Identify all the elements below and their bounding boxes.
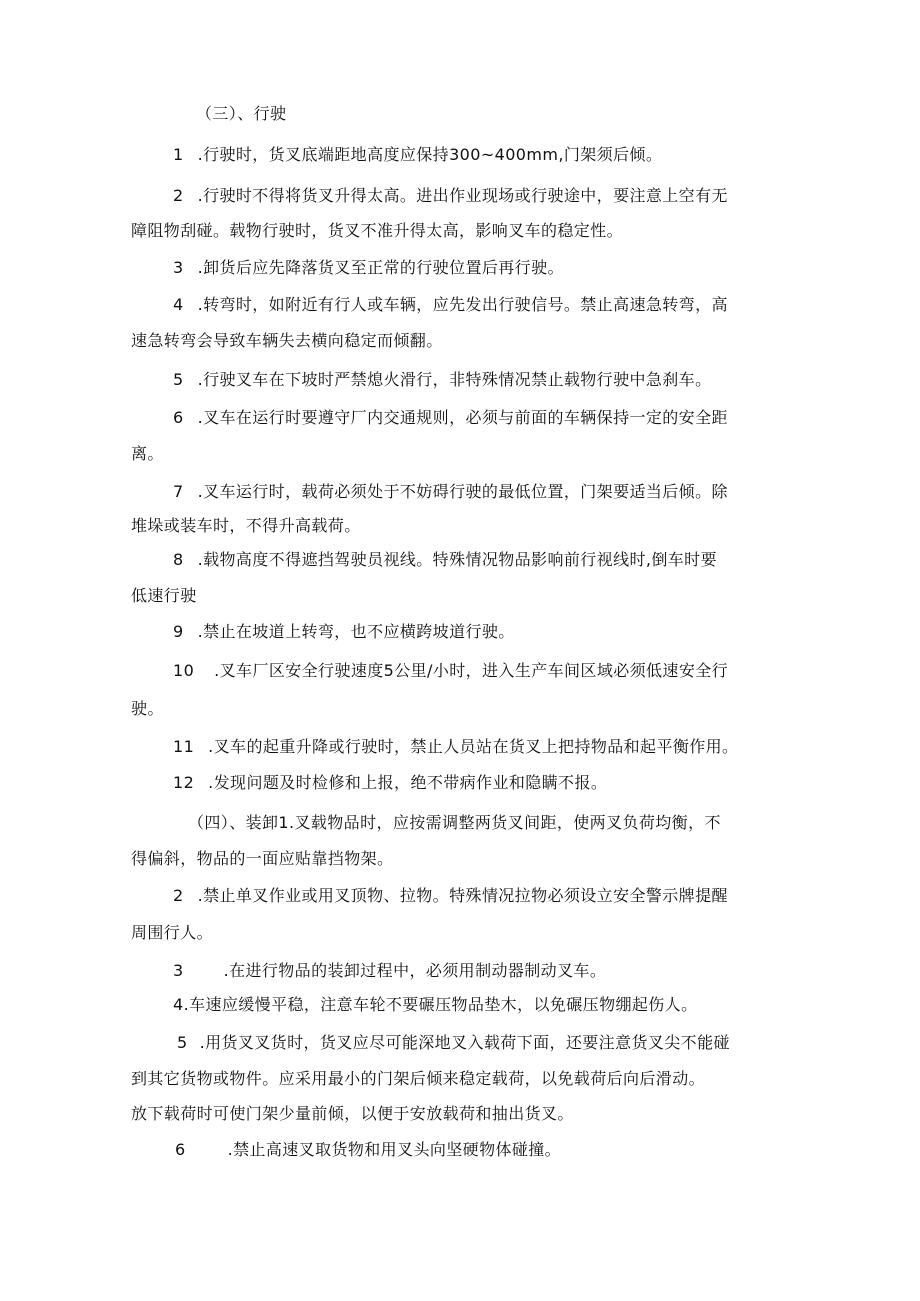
item-text-continuation: 驶。 [131, 699, 164, 718]
item-number: 8 [173, 550, 184, 569]
item-number: 7 [173, 482, 184, 501]
item-number: 6 [173, 408, 184, 427]
item-text-continuation: 堆垛或装车时，不得升高载荷。 [131, 516, 361, 535]
list-item-4-6 [175, 1139, 561, 1161]
item-text-continuation: 放下载荷时可使门架少量前倾，以便于安放载荷和抽出货叉。 [131, 1104, 574, 1123]
item-text: .禁止在坡道上转弯，也不应横跨坡道行驶。 [197, 622, 515, 641]
item-number: 2 [173, 886, 184, 905]
item-number: 4 [173, 995, 184, 1014]
item-text: .禁止高速叉取货物和用叉头向坚硬物体碰撞。 [227, 1140, 562, 1159]
list-item-3-2 [173, 185, 728, 207]
item-number: 3 [173, 961, 184, 980]
item-text: .行驶时，货叉底端距地高度应保持300~400mm,门架须后倾。 [197, 145, 663, 164]
item-text: .行驶时不得将货叉升得太高。进出作业现场或行驶途中，要注意上空有无 [197, 186, 728, 205]
item-text-continuation: 离。 [131, 444, 164, 463]
item-text-continuation: 障阻物刮碰。载物行驶时，货叉不准升得太高，影响叉车的稳定性。 [131, 221, 624, 240]
item-text: .禁止单叉作业或用叉顶物、拉物。特殊情况拉物必须设立安全警示牌提醒 [197, 886, 728, 905]
list-item-3-4 [173, 294, 728, 316]
item-text: .发现问题及时检修和上报，绝不带病作业和隐瞒不报。 [208, 773, 608, 792]
item-number: 11 [173, 737, 195, 756]
item-number: 2 [173, 186, 184, 205]
item-text: .叉车厂区安全行驶速度5公里/小时，进入生产车间区域必须低速安全行 [214, 661, 729, 680]
list-item-4-3 [173, 960, 606, 982]
list-item-3-1 [173, 144, 662, 166]
item-number: 4 [173, 295, 184, 314]
list-item-3-7 [173, 481, 728, 503]
item-text-continuation: 速急转弯会导致车辆失去横向稳定而倾翻。 [131, 331, 443, 350]
item-number: 12 [173, 773, 195, 792]
list-item-3-5 [173, 369, 711, 391]
section-heading-driving: （三）、行驶 [196, 104, 287, 123]
list-item-3-3 [173, 257, 564, 279]
item-text: .用货叉叉货时，货叉应尽可能深地叉入载荷下面，还要注意货叉尖不能碰 [199, 1033, 730, 1052]
list-item-3-9 [173, 621, 515, 643]
item-text-continuation: 周围行人。 [131, 923, 214, 942]
item-text-continuation: 得偏斜，物品的一面应贴靠挡物架。 [131, 849, 394, 868]
item-number: 5 [177, 1033, 188, 1052]
item-text: .行驶叉车在下坡时严禁熄火滑行，非特殊情况禁止载物行驶中急刹车。 [197, 370, 712, 389]
item-text-continuation: 低速行驶 [131, 586, 197, 605]
item-number: 10 [173, 661, 195, 680]
item-text: .叉车在运行时要遵守厂内交通规则，必须与前面的车辆保持一定的安全距 [197, 408, 728, 427]
list-item-4-2 [173, 885, 728, 907]
item-number: 1 [173, 145, 184, 164]
section-heading-loading: （四）、装卸1.叉载物品时，应按需调整两货叉间距，使两叉负荷均衡，不 [188, 813, 721, 832]
item-text: .叉车运行时，载荷必须处于不妨碍行驶的最低位置，门架要适当后倾。除 [197, 482, 728, 501]
item-text-continuation: 到其它货物或物件。应采用最小的门架后倾来稳定载荷，以免载荷后向后滑动。 [131, 1069, 706, 1088]
list-item-3-10 [173, 660, 728, 682]
list-item-3-11 [173, 736, 738, 758]
list-item-4-4 [173, 994, 697, 1016]
item-text: .在进行物品的装卸过程中，必须用制动器制动叉车。 [223, 961, 607, 980]
item-number: 6 [175, 1140, 186, 1159]
item-text: .叉车的起重升降或行驶时，禁止人员站在货叉上把持物品和起平衡作用。 [208, 737, 739, 756]
item-text: .载物高度不得遮挡驾驶员视线。特殊情况物品影响前行视线时,倒车时要 [197, 550, 717, 569]
item-text: .车速应缓慢平稳，注意车轮不要碾压物品垫木，以免碾压物绷起伤人。 [183, 995, 698, 1014]
list-item-3-12 [173, 772, 607, 794]
list-item-3-6 [173, 407, 728, 429]
item-number: 3 [173, 258, 184, 277]
list-item-3-8 [173, 549, 717, 571]
item-number: 5 [173, 370, 184, 389]
list-item-4-5 [177, 1032, 730, 1054]
item-text: .转弯时，如附近有行人或车辆，应先发出行驶信号。禁止高速急转弯，高 [197, 295, 728, 314]
item-number: 9 [173, 622, 184, 641]
item-text: .卸货后应先降落货叉至正常的行驶位置后再行驶。 [197, 258, 564, 277]
